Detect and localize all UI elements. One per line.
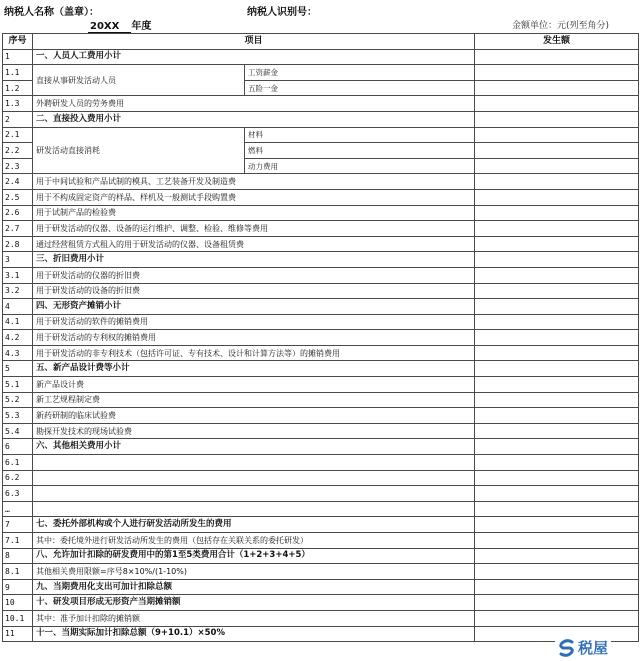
table-row <box>3 533 639 549</box>
amount-cell[interactable] <box>475 392 639 408</box>
row-label: 用于研发活动的软件的摊销费用 <box>33 314 475 330</box>
row-label: 用于研发活动的非专利技术（包括许可证、专有技术、设计和计算方法等）的摊销费用 <box>33 345 475 361</box>
row-label: 新药研制的临床试验费 <box>33 408 475 424</box>
row-label[interactable] <box>33 501 475 517</box>
amount-cell[interactable] <box>475 548 639 564</box>
year-suffix: 年度 <box>131 21 152 32</box>
row-label: 七、委托外部机构或个人进行研发活动所发生的费用 <box>33 517 475 533</box>
table-row <box>3 345 639 361</box>
row-no: 5.2 <box>3 392 33 408</box>
amount-cell[interactable] <box>475 439 639 455</box>
amount-cell[interactable] <box>475 96 639 112</box>
amount-cell[interactable] <box>475 143 639 159</box>
table-row <box>3 423 639 439</box>
shuiwu-logo-icon <box>558 639 576 657</box>
row-no: 1.1 <box>3 65 33 81</box>
row-label: 用于不构成固定资产的样品、样机及一般测试手段购置费 <box>33 189 475 205</box>
amount-cell[interactable] <box>475 408 639 424</box>
row-no: 2.7 <box>3 221 33 237</box>
row-no: 11 <box>3 626 33 642</box>
row-no: 6 <box>3 439 33 455</box>
row-no: 2.5 <box>3 189 33 205</box>
row-label: 五、新产品设计费等小计 <box>33 361 475 377</box>
row-no: 2.2 <box>3 143 33 159</box>
row-label: 其中：准予加计扣除的摊销额 <box>33 610 475 626</box>
amount-cell[interactable] <box>475 267 639 283</box>
table-row <box>3 189 639 205</box>
row-no: 4.2 <box>3 330 33 346</box>
row-label: 通过经营租赁方式租入的用于研发活动的仪器、设备租赁费 <box>33 236 475 252</box>
table-row <box>3 111 639 127</box>
row-no: 10 <box>3 595 33 611</box>
year-value: 20XX <box>88 21 131 33</box>
amount-cell[interactable] <box>475 455 639 471</box>
row-label: 用于研发活动的设备的折旧费 <box>33 283 475 299</box>
row-label: 二、直接投入费用小计 <box>33 111 475 127</box>
table-row <box>3 174 639 190</box>
table-row <box>3 595 639 611</box>
table-row <box>3 626 639 642</box>
amount-cell[interactable] <box>475 111 639 127</box>
table-row <box>3 361 639 377</box>
row-label: 四、无形资产摊销小计 <box>33 299 475 315</box>
row-label: 十一、当期实际加计扣除总额（9+10.1）×50% <box>33 626 475 642</box>
watermark-text: 税屋 <box>578 639 609 657</box>
row-label[interactable] <box>33 486 475 502</box>
row-no: 5.1 <box>3 377 33 393</box>
row-label: 勘探开发技术的现场试验费 <box>33 423 475 439</box>
amount-cell[interactable] <box>475 205 639 221</box>
row-sublabel: 五险一金 <box>245 80 475 96</box>
row-label: 直接从事研发活动人员 <box>33 65 245 96</box>
row-no: 3.2 <box>3 283 33 299</box>
row-label: 六、其他相关费用小计 <box>33 439 475 455</box>
row-no: 3 <box>3 252 33 268</box>
row-no: 5.3 <box>3 408 33 424</box>
row-label: 九、当期费用化支出可加计扣除总额 <box>33 579 475 595</box>
row-no: 2.3 <box>3 158 33 174</box>
table-row <box>3 330 639 346</box>
amount-cell[interactable] <box>475 377 639 393</box>
table-row <box>3 221 639 237</box>
row-no: 6.1 <box>3 455 33 471</box>
row-sublabel: 动力费用 <box>245 158 475 174</box>
amount-cell[interactable] <box>475 533 639 549</box>
amount-cell[interactable] <box>475 221 639 237</box>
row-sublabel: 燃料 <box>245 143 475 159</box>
row-no: 4 <box>3 299 33 315</box>
row-label: 新工艺规程制定费 <box>33 392 475 408</box>
row-label: 三、折旧费用小计 <box>33 252 475 268</box>
table-row <box>3 205 639 221</box>
row-label: 其他相关费用限额=序号8×10%/(1-10%) <box>33 564 475 580</box>
amount-cell[interactable] <box>475 189 639 205</box>
amount-cell[interactable] <box>475 517 639 533</box>
row-label: 用于研发活动的仪器的折旧费 <box>33 267 475 283</box>
taxpayer-name-label: 纳税人名称（盖章）： <box>4 7 99 18</box>
amount-cell[interactable] <box>475 174 639 190</box>
amount-cell[interactable] <box>475 158 639 174</box>
row-no: 2.6 <box>3 205 33 221</box>
table-row <box>3 49 639 65</box>
col-header-no: 序号 <box>3 34 33 50</box>
row-label: 新产品设计费 <box>33 377 475 393</box>
rd-expense-table <box>2 33 639 642</box>
row-no: 8.1 <box>3 564 33 580</box>
amount-cell[interactable] <box>475 470 639 486</box>
row-no: 1 <box>3 49 33 65</box>
amount-cell[interactable] <box>475 423 639 439</box>
table-row <box>3 517 639 533</box>
table-row <box>3 470 639 486</box>
watermark-logo <box>555 636 611 659</box>
row-no: 8 <box>3 548 33 564</box>
amount-cell[interactable] <box>475 564 639 580</box>
row-no: 6.3 <box>3 486 33 502</box>
row-no: … <box>3 501 33 517</box>
row-no: 9 <box>3 579 33 595</box>
row-no: 2 <box>3 111 33 127</box>
row-no: 1.3 <box>3 96 33 112</box>
row-no: 7 <box>3 517 33 533</box>
amount-cell[interactable] <box>475 501 639 517</box>
col-header-item: 项目 <box>33 34 475 50</box>
row-no: 1.2 <box>3 80 33 96</box>
table-row <box>3 564 639 580</box>
row-no: 4.1 <box>3 314 33 330</box>
row-no: 2.8 <box>3 236 33 252</box>
table-row <box>3 501 639 517</box>
table-row <box>3 408 639 424</box>
amount-cell[interactable] <box>475 595 639 611</box>
table-row <box>3 267 639 283</box>
row-label: 八、允许加计扣除的研发费用中的第1至5类费用合计（1+2+3+4+5） <box>33 548 475 564</box>
amount-unit-note: 金额单位：元(列至角分) <box>512 21 610 31</box>
report-year <box>88 17 151 33</box>
table-row <box>3 455 639 471</box>
amount-cell[interactable] <box>475 65 639 81</box>
table-row <box>3 548 639 564</box>
row-no: 2.1 <box>3 127 33 143</box>
amount-cell[interactable] <box>475 252 639 268</box>
amount-cell[interactable] <box>475 361 639 377</box>
amount-cell[interactable] <box>475 49 639 65</box>
table-row <box>3 579 639 595</box>
row-label[interactable] <box>33 455 475 471</box>
amount-cell[interactable] <box>475 80 639 96</box>
row-no: 2.4 <box>3 174 33 190</box>
row-no: 3.1 <box>3 267 33 283</box>
amount-cell[interactable] <box>475 579 639 595</box>
table-row <box>3 236 639 252</box>
row-no: 5 <box>3 361 33 377</box>
table-row <box>3 377 639 393</box>
row-no: 7.1 <box>3 533 33 549</box>
table-header-row <box>3 34 639 50</box>
row-no: 4.3 <box>3 345 33 361</box>
amount-cell[interactable] <box>475 486 639 502</box>
amount-cell[interactable] <box>475 236 639 252</box>
amount-cell[interactable] <box>475 330 639 346</box>
amount-cell[interactable] <box>475 345 639 361</box>
table-row <box>3 314 639 330</box>
row-label: 其中：委托境外进行研发活动所发生的费用（包括存在关联关系的委托研发） <box>33 533 475 549</box>
table-row <box>3 392 639 408</box>
table-row <box>3 283 639 299</box>
row-label: 研发活动直接消耗 <box>33 127 245 174</box>
row-label: 用于试制产品的检验费 <box>33 205 475 221</box>
row-no: 10.1 <box>3 610 33 626</box>
table-row <box>3 439 639 455</box>
table-row <box>3 127 639 143</box>
table-row <box>3 65 639 81</box>
row-label: 用于研发活动的仪器、设备的运行维护、调整、检验、维修等费用 <box>33 221 475 237</box>
table-row <box>3 299 639 315</box>
amount-cell[interactable] <box>475 283 639 299</box>
table-row <box>3 252 639 268</box>
row-sublabel: 工资薪金 <box>245 65 475 81</box>
row-no: 5.4 <box>3 423 33 439</box>
taxpayer-id-label: 纳税人识别号： <box>247 7 317 18</box>
row-label[interactable] <box>33 470 475 486</box>
row-no: 6.2 <box>3 470 33 486</box>
row-label: 外聘研发人员的劳务费用 <box>33 96 475 112</box>
amount-cell[interactable] <box>475 127 639 143</box>
row-sublabel: 材料 <box>245 127 475 143</box>
row-label: 用于研发活动的专利权的摊销费用 <box>33 330 475 346</box>
table-row <box>3 610 639 626</box>
table-row <box>3 486 639 502</box>
col-header-amount: 发生额 <box>475 34 639 50</box>
row-label: 一、人员人工费用小计 <box>33 49 475 65</box>
table-row <box>3 96 639 112</box>
amount-cell[interactable] <box>475 299 639 315</box>
row-label: 十、研发项目形成无形资产当期摊销额 <box>33 595 475 611</box>
row-label: 用于中间试验和产品试制的模具、工艺装备开发及制造费 <box>33 174 475 190</box>
amount-cell[interactable] <box>475 610 639 626</box>
amount-cell[interactable] <box>475 314 639 330</box>
